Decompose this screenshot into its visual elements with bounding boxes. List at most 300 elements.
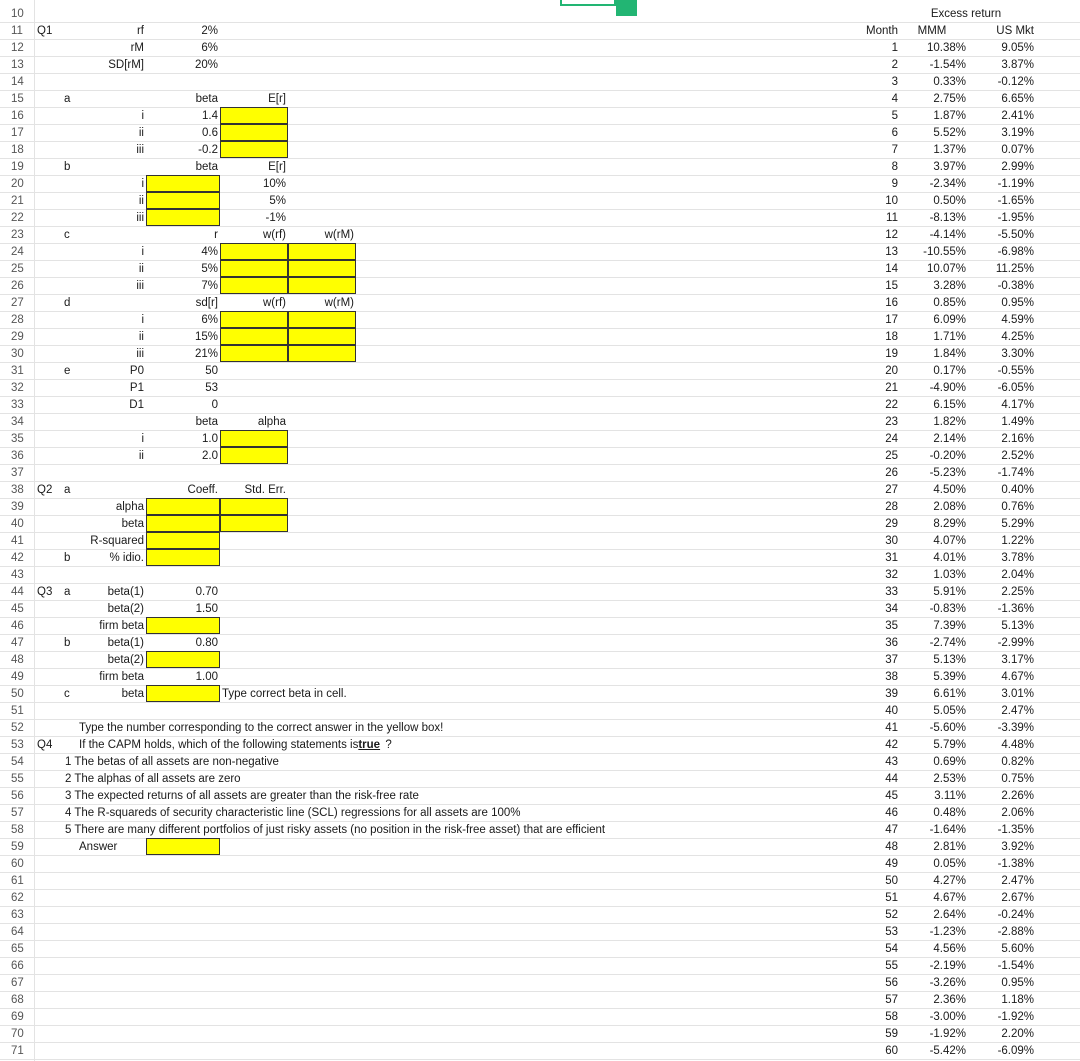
- us-mkt-return: 0.82%: [1001, 756, 1034, 768]
- cell-lbl: i: [141, 178, 144, 190]
- row-number[interactable]: 38: [11, 484, 24, 496]
- us-mkt-return: 1.18%: [1001, 994, 1034, 1006]
- answer-input-cell[interactable]: [146, 209, 220, 226]
- mmm-return: 10.07%: [926, 263, 966, 275]
- sheet-row: [0, 278, 1080, 295]
- row-number[interactable]: 54: [11, 756, 24, 768]
- mmm-return: -4.14%: [929, 229, 966, 241]
- row-number[interactable]: 30: [11, 348, 24, 360]
- mmm-return: -1.54%: [929, 59, 966, 71]
- sheet-row: [0, 431, 1080, 448]
- month-value: 34: [885, 603, 898, 615]
- answer-input-cell[interactable]: [220, 498, 288, 515]
- month-value: 13: [885, 246, 898, 258]
- month-value: 54: [885, 943, 898, 955]
- mmm-return: -1.64%: [929, 824, 966, 836]
- month-value: 9: [891, 178, 898, 190]
- cell-v1: 6%: [201, 42, 218, 54]
- month-value: 18: [885, 331, 898, 343]
- row-number[interactable]: 61: [11, 875, 24, 887]
- cell-q: Q2: [37, 484, 53, 496]
- month-value: 33: [885, 586, 898, 598]
- us-mkt-return: 2.25%: [1001, 586, 1034, 598]
- month-value: 12: [885, 229, 898, 241]
- month-value: 44: [885, 773, 898, 785]
- sheet-row: [0, 618, 1080, 635]
- answer-input-cell[interactable]: [220, 277, 288, 294]
- answer-input-cell[interactable]: [288, 277, 356, 294]
- cell-v2: alpha: [257, 416, 286, 428]
- row-number[interactable]: 14: [11, 76, 24, 88]
- sheet-row: [0, 397, 1080, 414]
- sheet-row: [0, 159, 1080, 176]
- sheet-row: [0, 125, 1080, 142]
- row-number[interactable]: 64: [11, 926, 24, 938]
- row-number[interactable]: 32: [11, 382, 24, 394]
- cell-v1: 0.80: [195, 637, 218, 649]
- sheet-row: [0, 295, 1080, 312]
- mmm-return: -3.26%: [929, 977, 966, 989]
- row-number[interactable]: 62: [11, 892, 24, 904]
- cell-lbl: iii: [136, 348, 144, 360]
- row-number[interactable]: 71: [11, 1045, 24, 1057]
- mmm-return: 2.53%: [933, 773, 966, 785]
- sheet-row: [0, 788, 1080, 805]
- answer-input-cell[interactable]: [146, 651, 220, 668]
- mmm-return: 0.85%: [933, 297, 966, 309]
- answer-input-cell[interactable]: [220, 141, 288, 158]
- month-value: 31: [885, 552, 898, 564]
- row-number[interactable]: 50: [11, 688, 24, 700]
- cell-lbl: beta(1): [107, 637, 144, 649]
- row-number[interactable]: 39: [11, 501, 24, 513]
- month-value: 43: [885, 756, 898, 768]
- cell-lbl: beta(2): [107, 603, 144, 615]
- us-mkt-return: 3.19%: [1001, 127, 1034, 139]
- answer-input-cell[interactable]: [220, 430, 288, 447]
- cell-v1: 4%: [201, 246, 218, 258]
- month-value: 35: [885, 620, 898, 632]
- month-value: 8: [891, 161, 898, 173]
- us-mkt-return: 6.65%: [1001, 93, 1034, 105]
- month-value: 39: [885, 688, 898, 700]
- mmm-return: 6.61%: [933, 688, 966, 700]
- row-number[interactable]: 34: [11, 416, 24, 428]
- us-mkt-return: 3.78%: [1001, 552, 1034, 564]
- sheet-row: [0, 363, 1080, 380]
- row-number[interactable]: 68: [11, 994, 24, 1006]
- row-number[interactable]: 51: [11, 705, 24, 717]
- row-number[interactable]: 69: [11, 1011, 24, 1023]
- sheet-row: [0, 652, 1080, 669]
- cell-v1: beta: [195, 161, 218, 173]
- cell-lbl: i: [141, 110, 144, 122]
- us-mkt-return: -0.38%: [997, 280, 1034, 292]
- answer-input-cell[interactable]: [220, 515, 288, 532]
- row-number[interactable]: 44: [11, 586, 24, 598]
- answer-input-cell[interactable]: [220, 107, 288, 124]
- cell-v1: beta: [195, 93, 218, 105]
- us-mkt-return: -3.39%: [997, 722, 1034, 734]
- row-number[interactable]: 10: [11, 8, 24, 20]
- month-value: 24: [885, 433, 898, 445]
- row-number[interactable]: 19: [11, 161, 24, 173]
- cell-v1: 6%: [201, 314, 218, 326]
- row-number[interactable]: 66: [11, 960, 24, 972]
- cell-lbl: beta: [121, 688, 144, 700]
- cell-lbl: ii: [138, 195, 144, 207]
- row-number[interactable]: 12: [11, 42, 24, 54]
- us-mkt-return: 3.17%: [1001, 654, 1034, 666]
- sheet-row: [0, 805, 1080, 822]
- us-mkt-return: -5.50%: [997, 229, 1034, 241]
- cell-qmark: ?: [385, 739, 392, 751]
- row-number[interactable]: 17: [11, 127, 24, 139]
- row-number[interactable]: 28: [11, 314, 24, 326]
- row-number[interactable]: 35: [11, 433, 24, 445]
- month-value: 53: [885, 926, 898, 938]
- cell-v1: 0: [211, 399, 218, 411]
- cell-v1: 1.4: [202, 110, 218, 122]
- row-number[interactable]: 36: [11, 450, 24, 462]
- row-number[interactable]: 20: [11, 178, 24, 190]
- row-number[interactable]: 11: [11, 25, 23, 37]
- us-mkt-return: 1.49%: [1001, 416, 1034, 428]
- us-mkt-return: 2.04%: [1001, 569, 1034, 581]
- mmm-return: 3.11%: [934, 790, 966, 802]
- month-value: 1: [891, 42, 898, 54]
- cell-opt: 5 There are many different portfolios of just risky assets (no position in the risk-free asset) that are efficient: [65, 824, 606, 836]
- cell-part: a: [64, 484, 71, 496]
- sheet-row: [0, 686, 1080, 703]
- us-mkt-return: 3.01%: [1001, 688, 1034, 700]
- row-number[interactable]: 63: [11, 909, 24, 921]
- row-number[interactable]: 13: [11, 59, 24, 71]
- row-number[interactable]: 60: [11, 858, 24, 870]
- month-value: 41: [885, 722, 898, 734]
- month-value: 11: [886, 212, 898, 224]
- mmm-return: -2.34%: [929, 178, 966, 190]
- mmm-return: -5.60%: [929, 722, 966, 734]
- mmm-return: 4.01%: [933, 552, 966, 564]
- month-value: 50: [885, 875, 898, 887]
- sheet-row: [0, 754, 1080, 771]
- us-mkt-return: 2.99%: [1001, 161, 1034, 173]
- row-number[interactable]: 31: [11, 365, 24, 377]
- mmm-return: 5.13%: [933, 654, 966, 666]
- row-number[interactable]: 22: [11, 212, 24, 224]
- mmm-return: -8.13%: [929, 212, 966, 224]
- row-number[interactable]: 29: [11, 331, 24, 343]
- month-value: 15: [885, 280, 898, 292]
- month-value: 27: [885, 484, 898, 496]
- month-value: 17: [885, 314, 898, 326]
- row-number[interactable]: 48: [11, 654, 24, 666]
- sheet-row: [0, 958, 1080, 975]
- us-mkt-return: 0.40%: [1001, 484, 1034, 496]
- cell-part: b: [64, 552, 71, 564]
- sheet-row: [0, 567, 1080, 584]
- us-mkt-return: -1.35%: [997, 824, 1034, 836]
- cell-part: a: [64, 586, 71, 598]
- answer-input-cell[interactable]: [146, 685, 220, 702]
- cell-v2: Std. Err.: [244, 484, 286, 496]
- month-value: 7: [891, 144, 898, 156]
- row-number[interactable]: 56: [11, 790, 24, 802]
- cell-part: c: [64, 229, 70, 241]
- row-number[interactable]: 58: [11, 824, 24, 836]
- mmm-return: 4.67%: [933, 892, 966, 904]
- row-number[interactable]: 26: [11, 280, 24, 292]
- month-value: 51: [885, 892, 898, 904]
- cell-lbl: beta: [121, 518, 144, 530]
- month-value: 57: [885, 994, 898, 1006]
- mmm-return: 6.15%: [933, 399, 966, 411]
- row-number[interactable]: 21: [11, 195, 24, 207]
- answer-input-cell[interactable]: [288, 345, 356, 362]
- row-number[interactable]: 18: [11, 144, 24, 156]
- cell-opt: 3 The expected returns of all assets are greater than the risk-free rate: [65, 790, 419, 802]
- row-number[interactable]: 49: [11, 671, 24, 683]
- cell-v1: 1.50: [195, 603, 218, 615]
- mmm-return: 3.28%: [933, 280, 966, 292]
- sheet-row: [0, 465, 1080, 482]
- mmm-return: -1.92%: [929, 1028, 966, 1040]
- answer-input-cell[interactable]: [220, 260, 288, 277]
- row-number[interactable]: 57: [11, 807, 24, 819]
- sheet-row: [0, 482, 1080, 499]
- us-mkt-return: 2.52%: [1001, 450, 1034, 462]
- cell-v2: -1%: [265, 212, 286, 224]
- row-number[interactable]: 42: [11, 552, 24, 564]
- sheet-row: [0, 907, 1080, 924]
- answer-input-cell[interactable]: [288, 311, 356, 328]
- sheet-row: [0, 822, 1080, 839]
- answer-input-cell[interactable]: [146, 192, 220, 209]
- us-mkt-return: -1.54%: [997, 960, 1034, 972]
- row-number[interactable]: 33: [11, 399, 24, 411]
- sheet-row: [0, 941, 1080, 958]
- answer-input-cell[interactable]: [146, 498, 220, 515]
- mmm-return: 0.50%: [933, 195, 966, 207]
- us-mkt-return: 2.47%: [1001, 875, 1034, 887]
- sheet-row: [0, 584, 1080, 601]
- answer-input-cell[interactable]: [146, 549, 220, 566]
- cell-lbl: i: [141, 314, 144, 326]
- row-number[interactable]: 65: [11, 943, 24, 955]
- cell-opt: 1 The betas of all assets are non-negative: [65, 756, 279, 768]
- row-number[interactable]: 41: [11, 535, 24, 547]
- row-number[interactable]: 16: [11, 110, 24, 122]
- row-number[interactable]: 55: [11, 773, 24, 785]
- cell-v1: 53: [205, 382, 218, 394]
- cell-v1: 1.0: [202, 433, 218, 445]
- answer-input-cell[interactable]: [288, 328, 356, 345]
- month-value: 3: [891, 76, 898, 88]
- month-value: 45: [885, 790, 898, 802]
- sheet-row: [0, 142, 1080, 159]
- cell-v1: 50: [205, 365, 218, 377]
- cell-part: e: [64, 365, 71, 377]
- cell-lbl: beta(2): [107, 654, 144, 666]
- us-mkt-return: -1.65%: [997, 195, 1034, 207]
- cell-q: Q1: [37, 25, 53, 37]
- month-value: 28: [885, 501, 898, 513]
- cell-note: Type correct beta in cell.: [222, 688, 347, 700]
- cell-lbl: ii: [138, 263, 144, 275]
- month-value: 59: [885, 1028, 898, 1040]
- row-number[interactable]: 40: [11, 518, 24, 530]
- sheet-row: [0, 108, 1080, 125]
- cell-lbl: P1: [129, 382, 144, 394]
- row-number[interactable]: 45: [11, 603, 24, 615]
- cell-lbl: D1: [129, 399, 144, 411]
- row-number[interactable]: 53: [11, 739, 24, 751]
- mmm-return: -4.90%: [929, 382, 966, 394]
- month-value: 25: [885, 450, 898, 462]
- cell-lbl: i: [141, 246, 144, 258]
- month-value: 56: [885, 977, 898, 989]
- month-value: 47: [885, 824, 898, 836]
- row-number[interactable]: 23: [11, 229, 24, 241]
- answer-input-cell[interactable]: [146, 175, 220, 192]
- us-mkt-return: -6.05%: [997, 382, 1034, 394]
- sheet-row: [0, 1026, 1080, 1043]
- month-value: 55: [885, 960, 898, 972]
- month-value: 10: [885, 195, 898, 207]
- month-value: 37: [885, 654, 898, 666]
- us-mkt-return: 2.67%: [1001, 892, 1034, 904]
- us-mkt-return: 4.67%: [1001, 671, 1034, 683]
- mmm-return: -2.19%: [929, 960, 966, 972]
- cell-v1: 5%: [201, 263, 218, 275]
- row-number[interactable]: 43: [11, 569, 24, 581]
- month-value: 4: [891, 93, 898, 105]
- cell-lbl: iii: [136, 212, 144, 224]
- us-mkt-return: 4.59%: [1001, 314, 1034, 326]
- answer-input-cell[interactable]: [220, 345, 288, 362]
- month-value: 58: [885, 1011, 898, 1023]
- us-mkt-return: 5.29%: [1001, 518, 1034, 530]
- mmm-return: 2.75%: [933, 93, 966, 105]
- cell-lbl: % idio.: [109, 552, 144, 564]
- row-number[interactable]: 37: [11, 467, 24, 479]
- cell-v1: 7%: [201, 280, 218, 292]
- us-mkt-return: 2.06%: [1001, 807, 1034, 819]
- cell-part: b: [64, 637, 71, 649]
- us-mkt-return: -6.98%: [997, 246, 1034, 258]
- answer-input-cell[interactable]: [220, 243, 288, 260]
- month-value: 6: [891, 127, 898, 139]
- row-number[interactable]: 46: [11, 620, 24, 632]
- cell-v1: -0.2: [198, 144, 218, 156]
- sheet-row: [0, 737, 1080, 754]
- cell-lbl: beta(1): [107, 586, 144, 598]
- cell-opt: 2 The alphas of all assets are zero: [65, 773, 241, 785]
- row-number[interactable]: 67: [11, 977, 24, 989]
- us-mkt-return: 0.76%: [1001, 501, 1034, 513]
- cell-v2: E[r]: [268, 161, 286, 173]
- sheet-row: [0, 244, 1080, 261]
- answer-input-cell[interactable]: [146, 617, 220, 634]
- cell-v1: 15%: [194, 331, 218, 343]
- sheet-row: [0, 924, 1080, 941]
- row-number[interactable]: 27: [11, 297, 24, 309]
- month-value: 49: [885, 858, 898, 870]
- sheet-row: [0, 74, 1080, 91]
- cell-lbl: i: [141, 433, 144, 445]
- mmm-return: 5.52%: [933, 127, 966, 139]
- us-mkt-return: -2.88%: [997, 926, 1034, 938]
- us-mkt-return: 2.20%: [1001, 1028, 1034, 1040]
- sheet-row: [0, 720, 1080, 737]
- mmm-return: 2.14%: [933, 433, 966, 445]
- sheet-row: [0, 771, 1080, 788]
- us-mkt-return: 4.48%: [1001, 739, 1034, 751]
- us-mkt-return: 0.95%: [1001, 977, 1034, 989]
- cell-lbl: ii: [138, 450, 144, 462]
- sheet-row: [0, 601, 1080, 618]
- mmm-return: 6.09%: [933, 314, 966, 326]
- row-number[interactable]: 59: [11, 841, 24, 853]
- answer-input-cell[interactable]: [146, 532, 220, 549]
- row-number[interactable]: 52: [11, 722, 24, 734]
- answer-input-cell[interactable]: [288, 260, 356, 277]
- us-mkt-return: 0.95%: [1001, 297, 1034, 309]
- row-number[interactable]: 15: [11, 93, 24, 105]
- cell-part: b: [64, 161, 71, 173]
- answer-input-cell[interactable]: [220, 447, 288, 464]
- cell-lbl: rf: [136, 25, 144, 37]
- sheet-row: [0, 1043, 1080, 1060]
- mmm-return: 1.87%: [933, 110, 966, 122]
- row-number[interactable]: 47: [11, 637, 24, 649]
- answer-input-cell[interactable]: [220, 124, 288, 141]
- us-mkt-return: 2.26%: [1001, 790, 1034, 802]
- cell-v2: w(rf): [263, 229, 286, 241]
- mmm-header: MMM: [917, 25, 947, 37]
- cell-v1: 0.70: [195, 586, 218, 598]
- row-number[interactable]: 25: [11, 263, 24, 275]
- cell-lbl: alpha: [115, 501, 144, 513]
- answer-input-cell[interactable]: [220, 328, 288, 345]
- us-mkt-return: 0.07%: [1001, 144, 1034, 156]
- cell-text: Answer: [79, 841, 118, 853]
- sheet-row: [0, 975, 1080, 992]
- answer-input-cell[interactable]: [146, 838, 220, 855]
- cell-lbl: iii: [136, 144, 144, 156]
- answer-input-cell[interactable]: [288, 243, 356, 260]
- sheet-row: [0, 210, 1080, 227]
- excess-return-header: Excess return: [930, 8, 1002, 20]
- sheet-row: [0, 890, 1080, 907]
- mmm-return: 2.08%: [933, 501, 966, 513]
- month-value: 60: [885, 1045, 898, 1057]
- mmm-return: -2.74%: [929, 637, 966, 649]
- cell-v1: Coeff.: [187, 484, 218, 496]
- cell-part: d: [64, 297, 71, 309]
- answer-input-cell[interactable]: [146, 515, 220, 532]
- us-mkt-return: 4.25%: [1001, 331, 1034, 343]
- month-value: 21: [885, 382, 898, 394]
- answer-input-cell[interactable]: [220, 311, 288, 328]
- row-number[interactable]: 70: [11, 1028, 24, 1040]
- row-number[interactable]: 24: [11, 246, 24, 258]
- month-value: 30: [885, 535, 898, 547]
- sheet-row: [0, 193, 1080, 210]
- sheet-row: [0, 40, 1080, 57]
- month-value: 2: [891, 59, 898, 71]
